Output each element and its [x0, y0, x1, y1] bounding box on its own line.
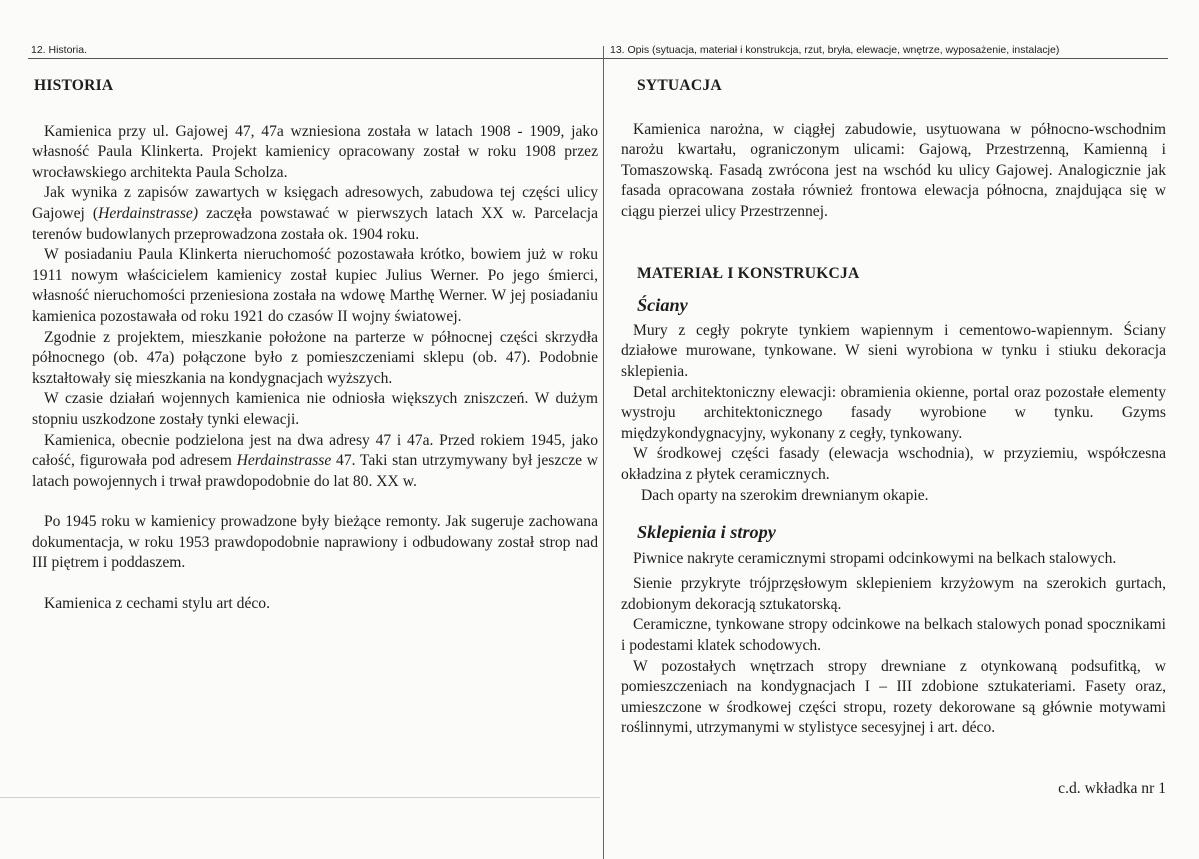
history-paragraph: W czasie działań wojennych kamienica nie odniosła większych zniszczeń. W dużym stopniu uszkodzone zostały tynki elewacji. [32, 390, 598, 428]
history-paragraph: Jak wynika z zapisów zawartych w księgach adresowych, zabudowa tej części ulicy Gajowej (Herdainstrasse) zaczęła powstawać w pierwszych latach XX w. Parcelacja terenów budowlanych przeprowadzona została ok. 1904 roku. [32, 184, 598, 243]
history-title: HISTORIA [34, 77, 114, 94]
walls-paragraph: Detal architektoniczny elewacji: obramienia okienne, portal oraz pozostałe elementy wystroju architektonicznego fasady wyrobione w tynku. Gzyms międzykondygnacyjny, wykonany z cegły, tynkowany. [621, 383, 1166, 442]
section-13-header: 13. Opis (sytuacja, materiał i konstrukcja, rzut, bryła, elewacje, wnętrze, wyposażenie, instalacje) [610, 44, 1060, 56]
vaults-paragraph: W pozostałych wnętrzach stropy drewniane z otynkowaną podsufitką, w pomieszczeniach na kondygnacjach I – III zdobione sztukateriami. Fasety oraz, umieszczone w środkowej części stropu, rozety dekorowane są głównie motywami roślinnymi, utrzymanymi w stylistyce secesyjnej i art. déco. [621, 657, 1166, 737]
street-name-italic: Herdainstrasse [236, 452, 332, 470]
history-paragraph: Kamienica, obecnie podzielona jest na dwa adresy 47 i 47a. Przed rokiem 1945, jako całość, figurowała pod adresem Herdainstrasse 47. Taki stan utrzymywany był jeszcze w latach powojennych i trwał prawdopodobnie do lat 80. XX w. [32, 431, 599, 490]
description-column [621, 76, 1166, 739]
situation-paragraph: Kamienica narożna, w ciągłej zabudowie, usytuowana w północno-wschodnim narożu kwartału, ograniczonym ulicami: Gajową, Przestrzenną, Kamienną i Tomaszowską. Fasadą zwrócona jest na wschód ku ulicy Gajowej. Analogicznie jak fasada opracowana została również frontowa elewacja północna, znajdująca się w ciągu pierzei ulicy Przestrzennej. [621, 120, 1166, 220]
vaults-paragraph: Piwnice nakryte ceramicznymi stropami odcinkowymi na belkach stalowych. [633, 549, 1117, 567]
bottom-rule [0, 797, 600, 798]
material-title: MATERIAŁ I KONSTRUKCJA [637, 264, 860, 282]
continued-note: c.d. wkładka nr 1 [1058, 780, 1166, 797]
situation-title: SYTUACJA [637, 77, 722, 94]
walls-subheading: Ściany [637, 295, 688, 316]
history-paragraph: Po 1945 roku w kamienicy prowadzone były bieżące remonty. Jak sugeruje zachowana dokumentacja, w roku 1953 prawdopodobnie naprawiony i odbudowany został strop nad III piętrem i poddaszem. [32, 513, 598, 572]
vaults-subheading: Sklepienia i stropy [637, 522, 776, 543]
history-paragraph: Kamienica przy ul. Gajowej 47, 47a wzniesiona została w latach 1908 - 1909, jako własność Paula Klinkerta. Projekt kamienicy opracowany został w roku 1908 przez wrocławskiego architekta Paula Scholza. [32, 122, 598, 181]
section-12-header: 12. Historia. [31, 44, 88, 56]
column-divider [603, 46, 604, 859]
history-column [32, 76, 598, 615]
walls-paragraph: W środkowej części fasady (elewacja wschodnia), w przyziemiu, współczesna okładzina z płytek ceramicznych. [621, 445, 1166, 483]
header-rule [28, 58, 1168, 59]
vaults-paragraph: Sienie przykryte trójprzęsłowym sklepieniem krzyżowym na szerokich gurtach, zdobionym dekoracją sztukatorską. [621, 575, 1166, 613]
vaults-paragraph: Ceramiczne, tynkowane stropy odcinkowe na belkach stalowych ponad spocznikami i podestami klatek schodowych. [621, 616, 1166, 655]
history-paragraph: W posiadaniu Paula Klinkerta nieruchomość pozostawała krótko, bowiem już w roku 1911 nowym właścicielem kamienicy został kupiec Julius Werner. Po jego śmierci, własność nieruchomości przeniesiona została na wdowę Marthę Werner. W jej posiadaniu kamienica pozostawała od roku 1921 do czasów II wojny światowej. [32, 246, 598, 325]
walls-paragraph: Mury z cegły pokryte tynkiem wapiennym i cementowo-wapiennym. Ściany działowe murowane, tynkowane. W sieni wyrobiona w tynku i stiuku dekoracja sklepienia. [621, 321, 1166, 380]
history-paragraph: Zgodnie z projektem, mieszkanie położone na parterze w północnej części skrzydła północnego (ob. 47a) połączone było z pomieszczeniami sklepu (ob. 47). Podobnie kształtowały się mieszkania na kondygnacjach wyższych. [32, 328, 598, 387]
history-paragraph: Kamienica z cechami stylu art déco. [44, 595, 271, 613]
walls-paragraph: Dach oparty na szerokim drewnianym okapie. [641, 486, 929, 504]
street-name-italic: Herdainstrasse) [98, 204, 199, 222]
